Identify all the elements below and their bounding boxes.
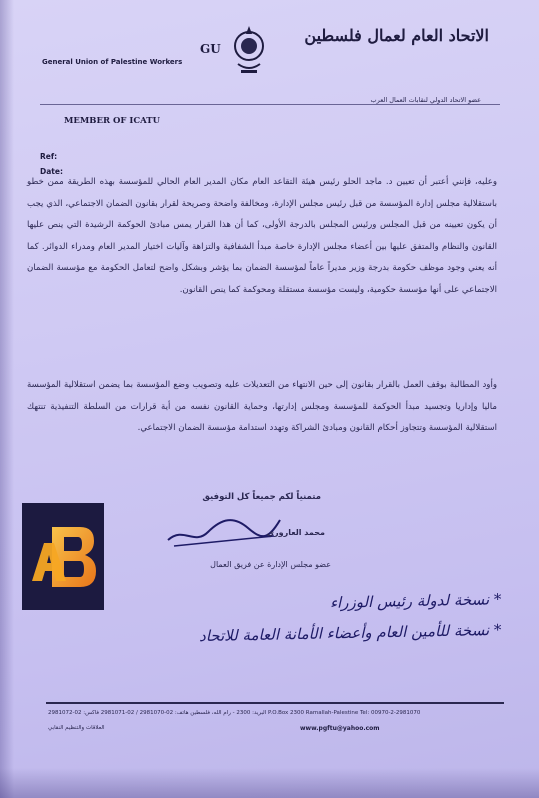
- union-emblem-icon: [232, 20, 266, 78]
- page-shadow-bottom: [0, 768, 539, 798]
- union-arabic-subtitle: عضو الاتحاد الدولي لنقابات العمال العرب: [370, 96, 481, 104]
- closing-greeting: متمنياً لكم جميعاً كل التوفيق: [202, 492, 321, 502]
- footer-address: البريد: 2300 - رام الله، فلسطين هاتف: 02-2981070 / 02-2981071 فاكس: 02-2981072 P.O.Box 2300 Ramallah-Palestine Tel: 00970-2-2981070: [48, 710, 421, 716]
- date-label: Date:: [40, 167, 63, 176]
- ref-label: Ref:: [40, 152, 58, 161]
- union-english-name: General Union of Palestine Workers: [42, 58, 183, 66]
- member-of-icatu: MEMBER OF ICATU: [64, 116, 160, 126]
- footer-department: العلاقات والتنظيم النقابي: [48, 725, 105, 731]
- header-divider: [40, 104, 500, 105]
- signer-title: عضو مجلس الإدارة عن فريق العمال: [210, 560, 331, 569]
- footer-email: www.pgftu@yahoo.com: [300, 725, 380, 732]
- watermark-logo-icon: [22, 503, 104, 610]
- body-paragraph-2: وأود المطالبة بوقف العمل بالقرار بقانون إلى حين الانتهاء من التعديلات عليه وتصويب وضع المؤسسة بما يضمن استقلالية المؤسسة ماليا وإداريا وتجسيد مبدأ الحوكمة للمؤسسة ومجلس إدارتها، وحماية القانون نفسه من أية قرارات من السلطة التنفيذية تنتهك استقلالية المؤسسة وتتجاوز أحكام القانون ومبادئ الشراكة وتهدد استدامة مؤسسة الضمان الاجتماعي.: [27, 380, 497, 433]
- handwritten-note-2: * نسخة للأمين العام وأعضاء الأمانة العامة للاتحاد: [198, 620, 502, 646]
- handwritten-note-1: * نسخة لدولة رئيس الوزراء: [329, 590, 502, 612]
- body-paragraph-1: وعليه، فإنني أعتبر أن تعيين د. ماجد الحلو رئيس هيئة التقاعد العام مكان المدير العام الحالي للمؤسسة بهذه الطريقة ممن خطو باستقلالية مجلس إدارة المؤسسة من قبل رئيس مجلس الإدارة، ومخالفة واضحة وصريحة لقرار بقانون الضمان الاجتماعي، الذي يجب أن يكون تعيينه من قبل المجلس ورئيس المجلس بالدرجة الأولى، كما أن هذا القرار يمس مبادئ الحوكمة الرشيدة التي ينص عليها القانون والنظام والمتفق عليها بين أعضاء مجلس الإدارة خاصة مبدأ الشفافية والتزاهة وآليات اختيار المدير العام ومدراء الدوائر. كما أنه يعني وجود موظف حكومة بدرجة وزير مديراً عاماً لمؤسسة الضمان بما يؤشر وبشكل واضح لتعامل الحكومة مع مؤسسة الضمان الاجتماعي على أنها مؤسسة حكومية، وليست مؤسسة مستقلة ومحوكمة كما ينص القانون.: [27, 177, 497, 295]
- union-arabic-name: الاتحاد العام لعمال فلسطين: [304, 26, 489, 45]
- union-abbreviation: GU: [200, 42, 221, 56]
- footer-divider: [46, 702, 504, 704]
- signer-name: محمد العاروري: [266, 528, 325, 537]
- page-shadow-left: [0, 0, 14, 798]
